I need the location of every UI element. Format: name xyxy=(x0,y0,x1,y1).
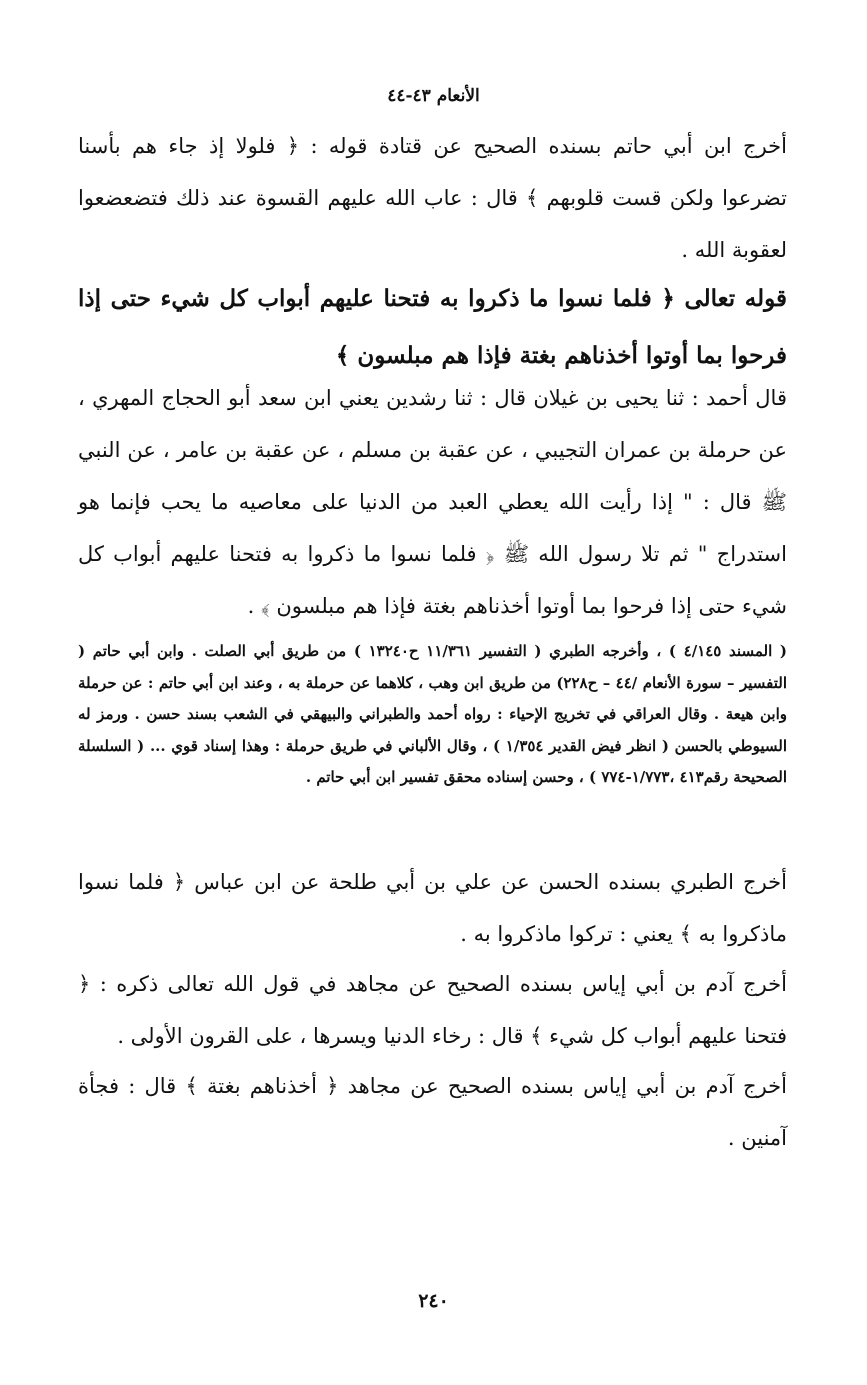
footnote-text: ( المسند ٤/١٤٥ ) ، وأخرجه الطبري ( التفسير ١١/٣٦١ ح١٣٢٤٠ ) من طريق أبي الصلت . وابن أبي حاتم ( التفسير – سورة الأنعام /٤٤ – ح٢٢٨) من طريق ابن وهب ، كلاهما عن حرملة به ، وعند ابن أبي حاتم : عن حرملة وابن هيعة . وقال العراقي في تخريج الإحياء : رواه أحمد والطبراني والبيهقي في الشعب بسند حسن . ورمز له السيوطي بالحسن ( انظر فيض القدير ١/٣٥٤ ) ، وقال الألباني في طريق حرملة : وهذا إسناد قوي ... ( السلسلة الصحيحة رقم٤١٣ ،١/٧٧٣-٧٧٤ ) ، وحسن إسناده محقق تفسير ابن أبي حاتم . xyxy=(78,642,788,786)
paragraph-text: أخرج آدم بن أبي إياس بسنده الصحيح عن مجاهد ﴿ أخذناهم بغتة ﴾ قال : فجأة آمنين . xyxy=(78,1074,787,1150)
paragraph-qatada xyxy=(78,120,787,276)
verse-heading-text: قوله تعالى ﴿ فلما نسوا ما ذكروا به فتحنا عليهم أبواب كل شيء حتى إذا فرحوا بما أوتوا أخذناهم بغتة فإذا هم مبلسون ﴾ xyxy=(78,285,787,369)
paragraph-ahmad-hadith xyxy=(78,372,787,632)
verse-heading xyxy=(78,270,787,384)
running-header: الأنعام ٤٣-٤٤ xyxy=(387,86,480,106)
paragraph-mujahid-1 xyxy=(78,958,787,1062)
paragraph-mujahid-2 xyxy=(78,1060,787,1164)
footnote-takhrij xyxy=(78,636,787,794)
paragraph-text: قال أحمد : ثنا يحيى بن غيلان قال : ثنا رشدين يعني ابن سعد أبو الحجاج المهري ، عن حرملة بن عمران التجيبي ، عن عقبة بن مسلم ، عن عقبة بن عامر ، عن النبي ﷺ قال : " إذا رأيت الله يعطي العبد من الدنيا على معاصيه ما يحب فإنما هو استدراج " ثم تلا رسول الله ﷺ ﴿ فلما نسوا ما ذكروا به فتحنا عليهم أبواب كل شيء حتى إذا فرحوا بما أوتوا أخذناهم بغتة فإذا هم مبلسون ﴾ . xyxy=(78,386,787,618)
page-number: ٢٤٠ xyxy=(418,1290,449,1312)
paragraph-text: أخرج الطبري بسنده الحسن عن علي بن أبي طلحة عن ابن عباس ﴿ فلما نسوا ماذكروا به ﴾ يعني : تركوا ماذكروا به . xyxy=(78,870,787,946)
paragraph-text: أخرج ابن أبي حاتم بسنده الصحيح عن قتادة قوله : ﴿ فلولا إذ جاء هم بأسنا تضرعوا ولكن قست قلوبهم ﴾ قال : عاب الله عليهم القسوة عند ذلك فتضعضعوا لعقوبة الله . xyxy=(78,134,787,262)
paragraph-text: أخرج آدم بن أبي إياس بسنده الصحيح عن مجاهد في قول الله تعالى ذكره : ﴿ فتحنا عليهم أبواب كل شيء ﴾ قال : رخاء الدنيا ويسرها ، على القرون الأولى . xyxy=(78,972,787,1048)
paragraph-tabari xyxy=(78,856,787,960)
